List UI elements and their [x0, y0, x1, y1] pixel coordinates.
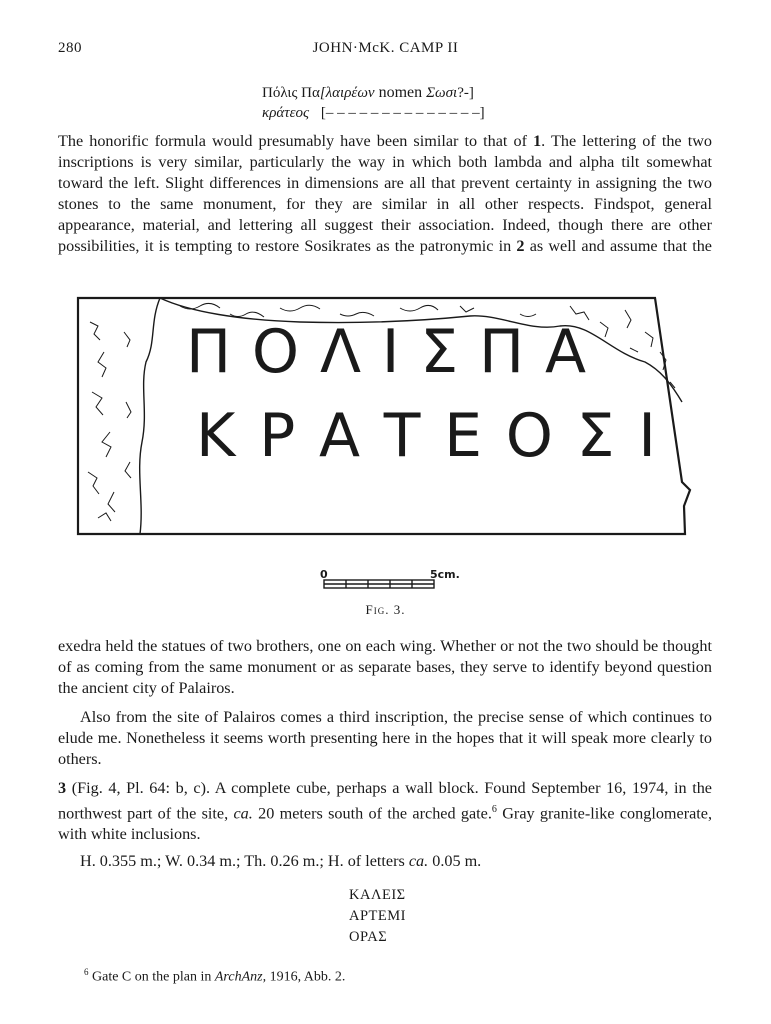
text: Gate C on the plan in	[88, 969, 215, 985]
inscription-line: ΑΡΤΕΜΙ	[349, 908, 406, 924]
text: . The lettering of the two inscriptions is very similar, particularly the way in which both lambda and alpha tilt somewhat toward the left. Slight differences in dimensions are all that prevent certainty in assigning the two stones to the same monument, for they are similar in all other respects. Findspot, general appearance, material, and lettering all suggest their association. Indeed, though there are other possibilities, it is tempting to restore Sosikrates as the patronymic in	[58, 132, 712, 255]
abbrev: ca.	[408, 852, 429, 870]
entry-number: 3	[58, 779, 67, 797]
text: 20 meters south of the arched gate.	[252, 804, 492, 823]
break-line	[78, 298, 682, 402]
break-line	[140, 298, 160, 534]
stone-line-1: ΠΟΛΙΣΠΑ	[186, 317, 586, 387]
greek-text: Σωσι	[426, 85, 458, 101]
page-number: 280	[58, 40, 82, 56]
greek-text: [λαιρέων	[319, 85, 375, 101]
text: 0.05 m.	[428, 852, 482, 870]
footnote-6	[84, 967, 345, 986]
caption-text: Fig. 3.	[365, 602, 406, 617]
text: The honorific formula would presumably have been similar to that of	[58, 132, 534, 150]
greek-text: ?-]	[457, 85, 474, 101]
latin-text: nomen	[374, 84, 427, 101]
paragraph-3: Also from the site of Palairos comes a third inscription, the precise sense of which continues to elude me. Nonetheless it seems worth presenting here in the hopes that it will speak more clearly to others.	[58, 708, 712, 768]
entry-3-description	[58, 778, 712, 845]
figure-3-drawing	[70, 292, 695, 542]
inscription-line: ΟΡΑΣ	[349, 929, 388, 945]
text: (Fig. 4, Pl. 64: b, c). A complete cube, perhaps a wall block. Found September 16, 1974, in the northwest part of the site,	[58, 779, 712, 823]
inscription-3-transcription	[349, 885, 406, 948]
greek-text: Πόλις Πα	[262, 85, 320, 101]
text: as well and assume that the	[524, 237, 712, 255]
dimensions-line	[80, 851, 481, 872]
abbrev: ca.	[233, 804, 253, 823]
running-title: JOHN·McK. CAMP II	[312, 40, 459, 56]
text: Gray granite-like conglomerate, with white inclusions.	[58, 804, 712, 844]
stone-line-2: ΚΡΑΤΕΟΣΙ	[196, 401, 656, 471]
inscription-2-line-1	[262, 82, 474, 104]
paragraph-2: exedra held the statues of two brothers, one on each wing. Whether or not the two should be thought of as coming from the same monument or as separate bases, they serve to identify beyond question the ancient city of Palairos.	[58, 637, 712, 697]
inscription-line: ΚΑΛΕΙΣ	[349, 887, 406, 903]
inscription-ref: 1	[533, 132, 542, 150]
lacuna: [– – – – – – – – – – – – – –]	[320, 105, 485, 121]
journal-title: ArchAnz,	[214, 969, 267, 985]
footnote-number: 6	[84, 967, 89, 977]
figure-3-caption	[0, 602, 771, 618]
greek-text: κράτεος	[262, 105, 310, 121]
scale-zero-label: 0	[320, 568, 328, 581]
footnote-ref[interactable]: 6	[491, 804, 497, 815]
text: 1916, Abb. 2.	[266, 969, 346, 985]
scale-bar	[318, 566, 468, 596]
scale-end-label: 5cm.	[430, 568, 460, 581]
scale-ticks	[324, 580, 434, 588]
paragraph-1	[58, 131, 712, 257]
text: H. 0.355 m.; W. 0.34 m.; Th. 0.26 m.; H. of letters	[80, 852, 409, 870]
inscription-ref: 2	[516, 237, 525, 255]
inscription-2-line-2	[262, 103, 485, 124]
